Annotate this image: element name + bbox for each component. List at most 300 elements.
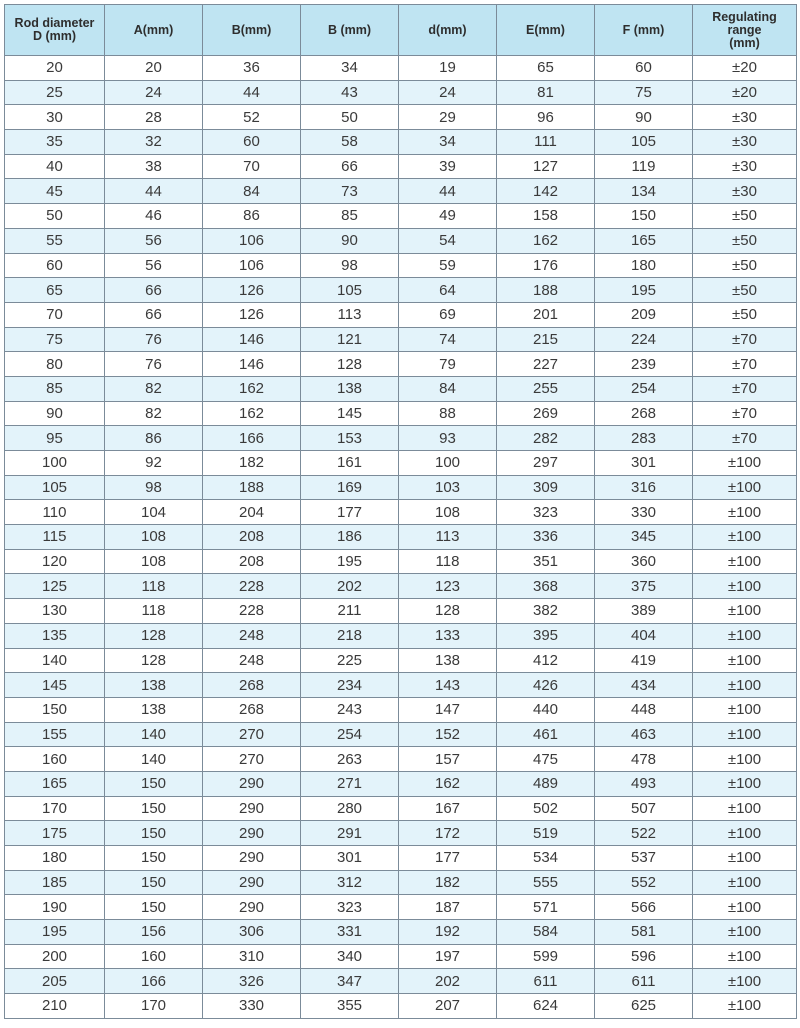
table-cell: 90 [301, 228, 399, 253]
table-cell: 330 [595, 500, 693, 525]
table-cell: 84 [399, 376, 497, 401]
table-cell: 90 [595, 105, 693, 130]
table-cell: 301 [595, 451, 693, 476]
table-row [5, 870, 797, 895]
table-cell: 581 [595, 920, 693, 945]
table-cell: 155 [5, 722, 105, 747]
table-cell: 218 [301, 623, 399, 648]
table-cell: 434 [595, 673, 693, 698]
table-cell: ±50 [693, 278, 797, 303]
table-cell: 625 [595, 994, 693, 1019]
table-cell: 234 [301, 673, 399, 698]
table-cell: ±30 [693, 105, 797, 130]
table-cell: 106 [203, 228, 301, 253]
table-cell: 25 [5, 80, 105, 105]
table-cell: 290 [203, 771, 301, 796]
table-cell: 204 [203, 500, 301, 525]
header-e [497, 5, 595, 56]
table-cell: 180 [5, 846, 105, 871]
table-cell: 162 [399, 771, 497, 796]
table-cell: 34 [301, 56, 399, 81]
table-cell: 624 [497, 994, 595, 1019]
table-cell: 50 [301, 105, 399, 130]
table-cell: 146 [203, 327, 301, 352]
table-cell: 74 [399, 327, 497, 352]
table-row [5, 451, 797, 476]
table-cell: 98 [105, 475, 203, 500]
table-cell: 182 [203, 451, 301, 476]
table-cell: 172 [399, 821, 497, 846]
table-cell: 52 [203, 105, 301, 130]
table-cell: 290 [203, 895, 301, 920]
table-cell: 95 [5, 426, 105, 451]
table-cell: 309 [497, 475, 595, 500]
table-cell: 128 [105, 648, 203, 673]
table-cell: 76 [105, 327, 203, 352]
table-cell: 255 [497, 376, 595, 401]
table-cell: 419 [595, 648, 693, 673]
table-cell: 106 [203, 253, 301, 278]
table-cell: ±50 [693, 228, 797, 253]
table-row [5, 475, 797, 500]
table-cell: 187 [399, 895, 497, 920]
table-cell: 113 [301, 302, 399, 327]
table-cell: 269 [497, 401, 595, 426]
table-cell: 19 [399, 56, 497, 81]
table-cell: 108 [399, 500, 497, 525]
table-cell: 150 [105, 821, 203, 846]
table-cell: ±20 [693, 80, 797, 105]
table-cell: ±100 [693, 821, 797, 846]
table-row [5, 599, 797, 624]
table-cell: ±100 [693, 747, 797, 772]
table-cell: 209 [595, 302, 693, 327]
table-cell: 224 [595, 327, 693, 352]
table-cell: 44 [399, 179, 497, 204]
table-cell: 175 [5, 821, 105, 846]
table-row [5, 747, 797, 772]
table-cell: 382 [497, 599, 595, 624]
table-cell: 290 [203, 821, 301, 846]
table-cell: 133 [399, 623, 497, 648]
table-cell: 180 [595, 253, 693, 278]
table-cell: 336 [497, 525, 595, 550]
table-cell: 44 [105, 179, 203, 204]
table-cell: 202 [399, 969, 497, 994]
table-cell: 126 [203, 302, 301, 327]
table-cell: 426 [497, 673, 595, 698]
table-cell: 290 [203, 870, 301, 895]
table-cell: 93 [399, 426, 497, 451]
table-cell: 268 [595, 401, 693, 426]
table-cell: 143 [399, 673, 497, 698]
table-cell: 24 [399, 80, 497, 105]
table-cell: 215 [497, 327, 595, 352]
table-cell: 123 [399, 574, 497, 599]
table-cell: 60 [203, 130, 301, 155]
table-cell: 166 [203, 426, 301, 451]
table-cell: 120 [5, 549, 105, 574]
table-cell: 150 [105, 846, 203, 871]
table-cell: 360 [595, 549, 693, 574]
table-cell: 150 [105, 796, 203, 821]
table-cell: 40 [5, 154, 105, 179]
table-cell: 153 [301, 426, 399, 451]
header-regulating-range [693, 5, 797, 56]
table-cell: 188 [203, 475, 301, 500]
table-row [5, 648, 797, 673]
table-cell: 85 [301, 204, 399, 229]
table-row [5, 944, 797, 969]
table-cell: 157 [399, 747, 497, 772]
table-cell: ±100 [693, 944, 797, 969]
table-cell: ±30 [693, 179, 797, 204]
table-cell: 355 [301, 994, 399, 1019]
table-cell: 108 [105, 525, 203, 550]
table-cell: 118 [105, 599, 203, 624]
table-cell: 118 [399, 549, 497, 574]
table-cell: 478 [595, 747, 693, 772]
table-cell: 145 [5, 673, 105, 698]
table-cell: 105 [301, 278, 399, 303]
table-cell: 100 [399, 451, 497, 476]
table-cell: 54 [399, 228, 497, 253]
table-cell: 202 [301, 574, 399, 599]
table-cell: 177 [399, 846, 497, 871]
table-cell: 161 [301, 451, 399, 476]
table-cell: 225 [301, 648, 399, 673]
table-row [5, 574, 797, 599]
table-cell: 201 [497, 302, 595, 327]
table-cell: ±70 [693, 426, 797, 451]
table-cell: 56 [105, 228, 203, 253]
table-cell: ±70 [693, 401, 797, 426]
table-cell: 195 [301, 549, 399, 574]
header-line: F (mm) [622, 22, 665, 37]
table-cell: ±100 [693, 500, 797, 525]
header-line: Rod diameter [14, 16, 95, 30]
table-cell: 146 [203, 352, 301, 377]
table-cell: 138 [399, 648, 497, 673]
table-cell: 103 [399, 475, 497, 500]
table-cell: ±100 [693, 648, 797, 673]
table-cell: 156 [105, 920, 203, 945]
table-row [5, 352, 797, 377]
table-cell: 345 [595, 525, 693, 550]
table-cell: 599 [497, 944, 595, 969]
table-cell: ±100 [693, 697, 797, 722]
table-row [5, 920, 797, 945]
table-cell: 301 [301, 846, 399, 871]
table-cell: 208 [203, 525, 301, 550]
table-cell: 100 [5, 451, 105, 476]
table-cell: 186 [301, 525, 399, 550]
table-cell: 138 [301, 376, 399, 401]
table-row [5, 549, 797, 574]
table-cell: 537 [595, 846, 693, 871]
table-row [5, 253, 797, 278]
table-row [5, 130, 797, 155]
table-cell: 150 [595, 204, 693, 229]
table-cell: 291 [301, 821, 399, 846]
table-cell: 75 [5, 327, 105, 352]
table-cell: 375 [595, 574, 693, 599]
table-cell: 29 [399, 105, 497, 130]
table-cell: 254 [301, 722, 399, 747]
table-cell: ±50 [693, 302, 797, 327]
table-row [5, 204, 797, 229]
table-cell: 79 [399, 352, 497, 377]
table-cell: ±70 [693, 327, 797, 352]
table-cell: ±30 [693, 154, 797, 179]
table-cell: ±100 [693, 969, 797, 994]
table-cell: 127 [497, 154, 595, 179]
table-cell: 182 [399, 870, 497, 895]
table-cell: 66 [105, 302, 203, 327]
table-cell: 82 [105, 401, 203, 426]
table-cell: 555 [497, 870, 595, 895]
table-cell: 138 [105, 673, 203, 698]
table-cell: 228 [203, 599, 301, 624]
table-cell: 270 [203, 722, 301, 747]
table-cell: 197 [399, 944, 497, 969]
header-line: (mm) [729, 35, 760, 50]
table-cell: 280 [301, 796, 399, 821]
table-cell: 347 [301, 969, 399, 994]
table-cell: ±70 [693, 352, 797, 377]
table-cell: 566 [595, 895, 693, 920]
header-b2 [301, 5, 399, 56]
table-cell: ±100 [693, 599, 797, 624]
table-cell: 192 [399, 920, 497, 945]
table-cell: 32 [105, 130, 203, 155]
table-cell: 49 [399, 204, 497, 229]
table-cell: 170 [105, 994, 203, 1019]
table-cell: 160 [105, 944, 203, 969]
table-cell: 142 [497, 179, 595, 204]
table-cell: 119 [595, 154, 693, 179]
table-row [5, 80, 797, 105]
table-cell: 75 [595, 80, 693, 105]
table-cell: 571 [497, 895, 595, 920]
table-cell: 92 [105, 451, 203, 476]
table-cell: 475 [497, 747, 595, 772]
table-cell: 69 [399, 302, 497, 327]
table-cell: 312 [301, 870, 399, 895]
table-cell: 493 [595, 771, 693, 796]
table-cell: ±50 [693, 253, 797, 278]
table-cell: 368 [497, 574, 595, 599]
table-cell: 28 [105, 105, 203, 130]
table-cell: 323 [301, 895, 399, 920]
table-cell: 113 [399, 525, 497, 550]
table-cell: 111 [497, 130, 595, 155]
table-cell: 395 [497, 623, 595, 648]
table-cell: 104 [105, 500, 203, 525]
table-cell: 166 [105, 969, 203, 994]
header-line: B(mm) [231, 22, 272, 37]
table-cell: 316 [595, 475, 693, 500]
header-line: A(mm) [133, 22, 174, 37]
table-cell: 254 [595, 376, 693, 401]
table-cell: 162 [203, 376, 301, 401]
table-cell: 239 [595, 352, 693, 377]
table-cell: 60 [595, 56, 693, 81]
table-body [5, 56, 797, 1019]
table-cell: 145 [301, 401, 399, 426]
table-cell: 70 [203, 154, 301, 179]
table-cell: 125 [5, 574, 105, 599]
table-cell: ±50 [693, 204, 797, 229]
table-cell: ±100 [693, 673, 797, 698]
table-cell: 20 [105, 56, 203, 81]
table-cell: 170 [5, 796, 105, 821]
table-cell: 128 [105, 623, 203, 648]
table-cell: 118 [105, 574, 203, 599]
table-cell: 205 [5, 969, 105, 994]
dimension-table [4, 4, 797, 1019]
table-cell: 448 [595, 697, 693, 722]
table-cell: 268 [203, 673, 301, 698]
table-row [5, 722, 797, 747]
header-d [399, 5, 497, 56]
table-cell: 195 [595, 278, 693, 303]
table-cell: 105 [5, 475, 105, 500]
table-cell: 130 [5, 599, 105, 624]
table-row [5, 846, 797, 871]
table-cell: 228 [203, 574, 301, 599]
table-cell: 152 [399, 722, 497, 747]
table-cell: 135 [5, 623, 105, 648]
table-cell: 519 [497, 821, 595, 846]
table-cell: 58 [301, 130, 399, 155]
table-row [5, 796, 797, 821]
table-cell: 227 [497, 352, 595, 377]
table-cell: 611 [595, 969, 693, 994]
table-cell: 306 [203, 920, 301, 945]
table-cell: 59 [399, 253, 497, 278]
table-cell: 60 [5, 253, 105, 278]
table-cell: ±100 [693, 771, 797, 796]
table-cell: ±100 [693, 722, 797, 747]
table-cell: 270 [203, 747, 301, 772]
table-cell: 65 [5, 278, 105, 303]
table-cell: 24 [105, 80, 203, 105]
table-cell: ±100 [693, 475, 797, 500]
table-cell: 105 [595, 130, 693, 155]
header-f [595, 5, 693, 56]
table-cell: 134 [595, 179, 693, 204]
table-cell: ±100 [693, 920, 797, 945]
table-cell: 507 [595, 796, 693, 821]
table-cell: 248 [203, 623, 301, 648]
table-cell: 66 [105, 278, 203, 303]
table-cell: 56 [105, 253, 203, 278]
table-cell: 20 [5, 56, 105, 81]
table-cell: 30 [5, 105, 105, 130]
header-line: Regulating [712, 9, 777, 24]
table-cell: 44 [203, 80, 301, 105]
table-row [5, 401, 797, 426]
header-rod-diameter [5, 5, 105, 56]
table-row [5, 278, 797, 303]
table-cell: 35 [5, 130, 105, 155]
table-row [5, 302, 797, 327]
table-cell: 290 [203, 846, 301, 871]
table-cell: 165 [5, 771, 105, 796]
table-cell: 208 [203, 549, 301, 574]
table-cell: 88 [399, 401, 497, 426]
table-cell: 389 [595, 599, 693, 624]
table-cell: 65 [497, 56, 595, 81]
table-cell: 169 [301, 475, 399, 500]
table-cell: 128 [301, 352, 399, 377]
table-cell: 46 [105, 204, 203, 229]
table-cell: 160 [5, 747, 105, 772]
table-cell: 39 [399, 154, 497, 179]
table-row [5, 525, 797, 550]
table-cell: 502 [497, 796, 595, 821]
table-cell: 76 [105, 352, 203, 377]
table-cell: 331 [301, 920, 399, 945]
table-cell: 90 [5, 401, 105, 426]
table-row [5, 673, 797, 698]
table-cell: 140 [105, 722, 203, 747]
header-line: range [727, 22, 762, 37]
table-cell: ±100 [693, 994, 797, 1019]
header-line: d(mm) [428, 22, 467, 37]
table-cell: 351 [497, 549, 595, 574]
table-cell: 340 [301, 944, 399, 969]
table-row [5, 179, 797, 204]
table-cell: 98 [301, 253, 399, 278]
table-cell: 596 [595, 944, 693, 969]
table-cell: 326 [203, 969, 301, 994]
table-row [5, 697, 797, 722]
table-cell: 282 [497, 426, 595, 451]
table-row [5, 228, 797, 253]
table-cell: 185 [5, 870, 105, 895]
table-cell: 165 [595, 228, 693, 253]
table-row [5, 771, 797, 796]
table-cell: 84 [203, 179, 301, 204]
table-cell: 140 [5, 648, 105, 673]
table-row [5, 154, 797, 179]
table-cell: 66 [301, 154, 399, 179]
table-cell: 200 [5, 944, 105, 969]
table-cell: 323 [497, 500, 595, 525]
table-cell: 177 [301, 500, 399, 525]
table-cell: 611 [497, 969, 595, 994]
table-cell: 80 [5, 352, 105, 377]
table-cell: 552 [595, 870, 693, 895]
table-cell: 271 [301, 771, 399, 796]
table-cell: 162 [497, 228, 595, 253]
table-cell: 211 [301, 599, 399, 624]
table-cell: 404 [595, 623, 693, 648]
table-cell: ±100 [693, 796, 797, 821]
table-row [5, 376, 797, 401]
table-cell: 268 [203, 697, 301, 722]
table-row [5, 426, 797, 451]
table-cell: 45 [5, 179, 105, 204]
table-cell: 150 [105, 771, 203, 796]
header-row [5, 5, 797, 56]
table-cell: 297 [497, 451, 595, 476]
table-cell: 310 [203, 944, 301, 969]
table-cell: 126 [203, 278, 301, 303]
table-cell: 34 [399, 130, 497, 155]
